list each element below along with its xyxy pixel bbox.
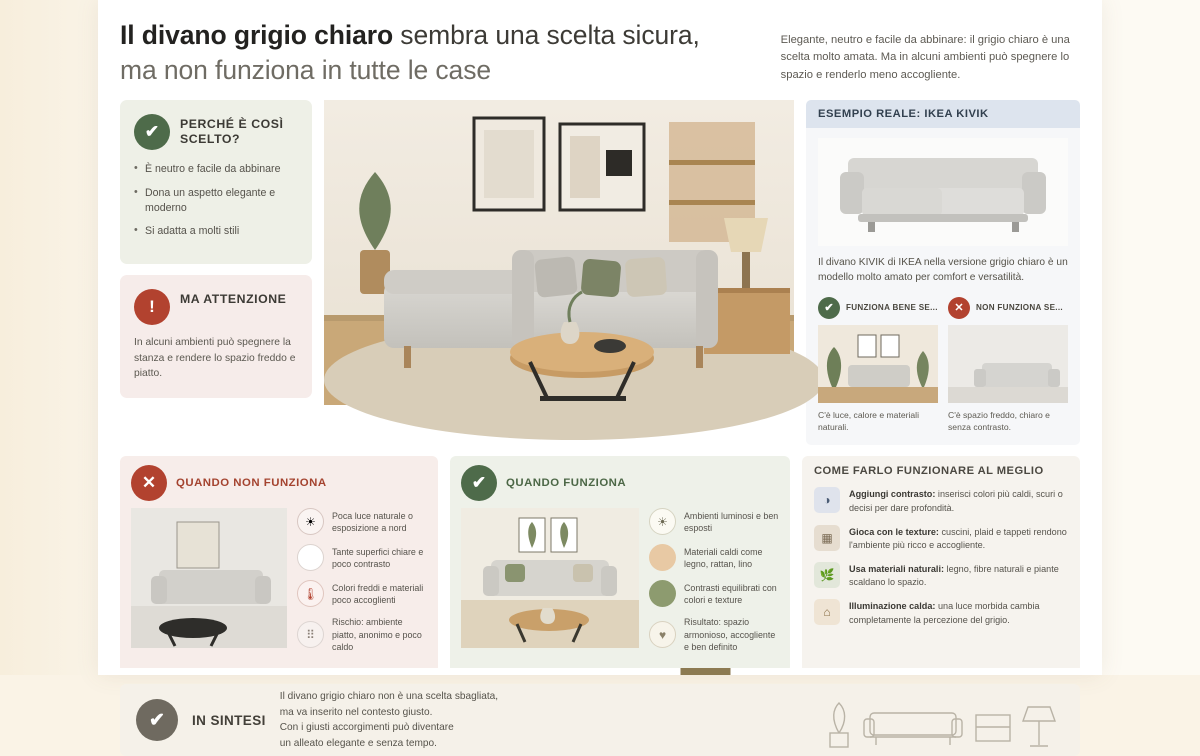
feature-item xyxy=(297,616,427,653)
summary-title: IN SINTESI xyxy=(192,712,266,728)
example-card-body xyxy=(806,128,1080,446)
tip-text: inserisci colori più caldi, scuri o decisi per dare profondità. xyxy=(849,489,1063,513)
tip-item xyxy=(814,525,1068,552)
summary-line-1: Il divano grigio chiaro non è una scelta sbagliata, xyxy=(279,691,499,702)
sun-icon: ☀ xyxy=(649,508,676,535)
check-circle-icon: ✔ xyxy=(134,114,170,150)
x-circle-icon: ✕ xyxy=(948,297,970,319)
hero-livingroom-image xyxy=(324,100,794,405)
dots-grid-icon: ⠿ xyxy=(297,621,324,648)
tip-lead: Gioca con le texture: xyxy=(849,526,939,537)
why-card xyxy=(120,100,312,264)
feature-item xyxy=(649,544,779,571)
feature-text: Contrasti equilibrati con colori e texture xyxy=(684,582,777,605)
not-working-features xyxy=(297,508,427,662)
working-photo xyxy=(461,508,639,648)
feature-text: Colori freddi e materiali poco accoglienti xyxy=(332,582,424,605)
warning-card-text: In alcuni ambienti può spegnere la stanza e rendere lo spazio freddo e piatto. xyxy=(134,337,296,380)
warning-card-title: MA ATTENZIONE xyxy=(180,292,287,307)
main-columns xyxy=(120,100,1080,446)
summary-line-4: un alleato elegante e senza tempo. xyxy=(279,737,437,749)
feature-text: Tante superfici chiare e poco contrasto xyxy=(332,546,424,569)
wood-swatch-icon xyxy=(649,544,676,571)
not-working-title: QUANDO NON FUNZIONA xyxy=(176,477,327,490)
works-label: FUNZIONA BENE SE... xyxy=(846,303,938,313)
feature-item xyxy=(649,508,779,535)
example-comparison xyxy=(818,297,1068,434)
summary-line-3: Con i giusti accorgimenti può diventare xyxy=(279,722,454,734)
tip-item xyxy=(814,599,1068,626)
example-works xyxy=(818,297,938,434)
list-item: • Dona un aspetto elegante e moderno xyxy=(134,186,298,216)
tip-text: legno, fibre naturali e piante scaldano lo spazio. xyxy=(849,564,1059,588)
exclamation-circle-icon: ! xyxy=(134,289,170,325)
tip-item xyxy=(814,487,1068,514)
feature-item xyxy=(297,544,427,571)
thermometer-icon: 🌡 xyxy=(297,580,324,607)
tips-title: COME FARLO FUNZIONARE AL MEGLIO xyxy=(814,465,1044,478)
feature-item xyxy=(649,580,779,607)
fails-photo xyxy=(948,325,1068,403)
works-caption: C'è luce, calore e materiali naturali. xyxy=(818,409,919,432)
palette-icon: ◑ xyxy=(814,487,840,513)
x-circle-icon: ✕ xyxy=(131,465,167,501)
center-column xyxy=(324,100,794,446)
summary-sketch xyxy=(824,689,1064,751)
texture-icon: ▦ xyxy=(814,525,840,551)
bottom-accent-strip xyxy=(98,668,1102,675)
leaf-circle-icon xyxy=(649,580,676,607)
feature-text: Rischio: ambiente piatto, anonimo e poco caldo xyxy=(332,617,422,652)
feature-text: Poca luce naturale o esposizione a nord xyxy=(332,510,413,533)
tip-lead: Illuminazione calda: xyxy=(849,601,936,612)
sun-off-icon: ☀ xyxy=(297,508,324,535)
list-item: • È neutro e facile da abbinare xyxy=(134,162,298,177)
working-features xyxy=(649,508,779,662)
intro-paragraph: Elegante, neutro e facile da abbinare: il grigio chiaro è una scelta molto amata. Ma in alcuni ambienti può spegnere lo spazio e renderlo meno accogliente. xyxy=(780,34,1070,81)
circle-outline-icon xyxy=(297,544,324,571)
feature-item xyxy=(297,580,427,607)
summary-card xyxy=(120,684,1080,756)
feature-item xyxy=(297,508,427,535)
feature-item xyxy=(649,616,779,653)
kivik-sofa-image xyxy=(818,138,1068,246)
page-title xyxy=(120,18,759,88)
example-fails xyxy=(948,297,1068,434)
example-card-title: ESEMPIO REALE: IKEA KIVIK xyxy=(806,100,1080,128)
check-circle-icon: ✔ xyxy=(461,465,497,501)
why-list xyxy=(134,162,298,239)
summary-line-2: ma va inserito nel contesto giusto. xyxy=(279,706,433,718)
tip-text: cuscini, plaid e tappeti rendono l'ambiente più ricco e accogliente. xyxy=(849,526,1067,550)
feature-text: Risultato: spazio armonioso, accogliente e ben definito xyxy=(684,617,776,652)
list-item: • Si adatta a molti stili xyxy=(134,224,298,239)
not-working-photo xyxy=(131,508,287,648)
feature-text: Materiali caldi come legno, rattan, lino xyxy=(684,546,763,569)
poster-sheet xyxy=(98,0,1102,749)
tips-list xyxy=(802,483,1080,646)
warning-card xyxy=(120,275,312,397)
check-circle-icon: ✔ xyxy=(818,297,840,319)
lamp-icon: ⌂ xyxy=(814,599,840,625)
working-card xyxy=(450,456,790,673)
check-circle-icon: ✔ xyxy=(136,699,178,741)
bottom-row xyxy=(120,456,1080,673)
why-card-title: PERCHÉ È COSÌ SCELTO? xyxy=(180,116,284,147)
title-strong: Il divano grigio chiaro xyxy=(120,20,394,50)
tips-card xyxy=(802,456,1080,673)
title-rest: sembra una scelta sicura, xyxy=(393,20,700,50)
tip-text: una luce morbida cambia completamente la percezione del grigio. xyxy=(849,601,1040,625)
kivik-caption: Il divano KIVIK di IKEA nella versione grigio chiaro è un modello molto amato per comfort e versatilità. xyxy=(818,256,1068,284)
works-photo xyxy=(818,325,938,403)
not-working-card xyxy=(120,456,438,673)
plant-icon: 🌿 xyxy=(814,562,840,588)
tip-lead: Usa materiali naturali: xyxy=(849,564,945,575)
header xyxy=(120,8,1080,88)
working-title: QUANDO FUNZIONA xyxy=(506,477,627,490)
fails-caption: C'è spazio freddo, chiaro e senza contrasto. xyxy=(948,409,1050,432)
example-column xyxy=(806,100,1080,446)
feature-text: Ambienti luminosi e ben esposti xyxy=(684,510,779,533)
summary-text xyxy=(280,689,498,752)
heart-icon: ♥ xyxy=(649,621,676,648)
fails-label: NON FUNZIONA SE... xyxy=(976,303,1063,313)
tip-item xyxy=(814,562,1068,589)
left-column xyxy=(120,100,312,446)
title-line2: ma non funziona in tutte le case xyxy=(120,54,491,85)
tip-lead: Aggiungi contrasto: xyxy=(849,489,936,500)
